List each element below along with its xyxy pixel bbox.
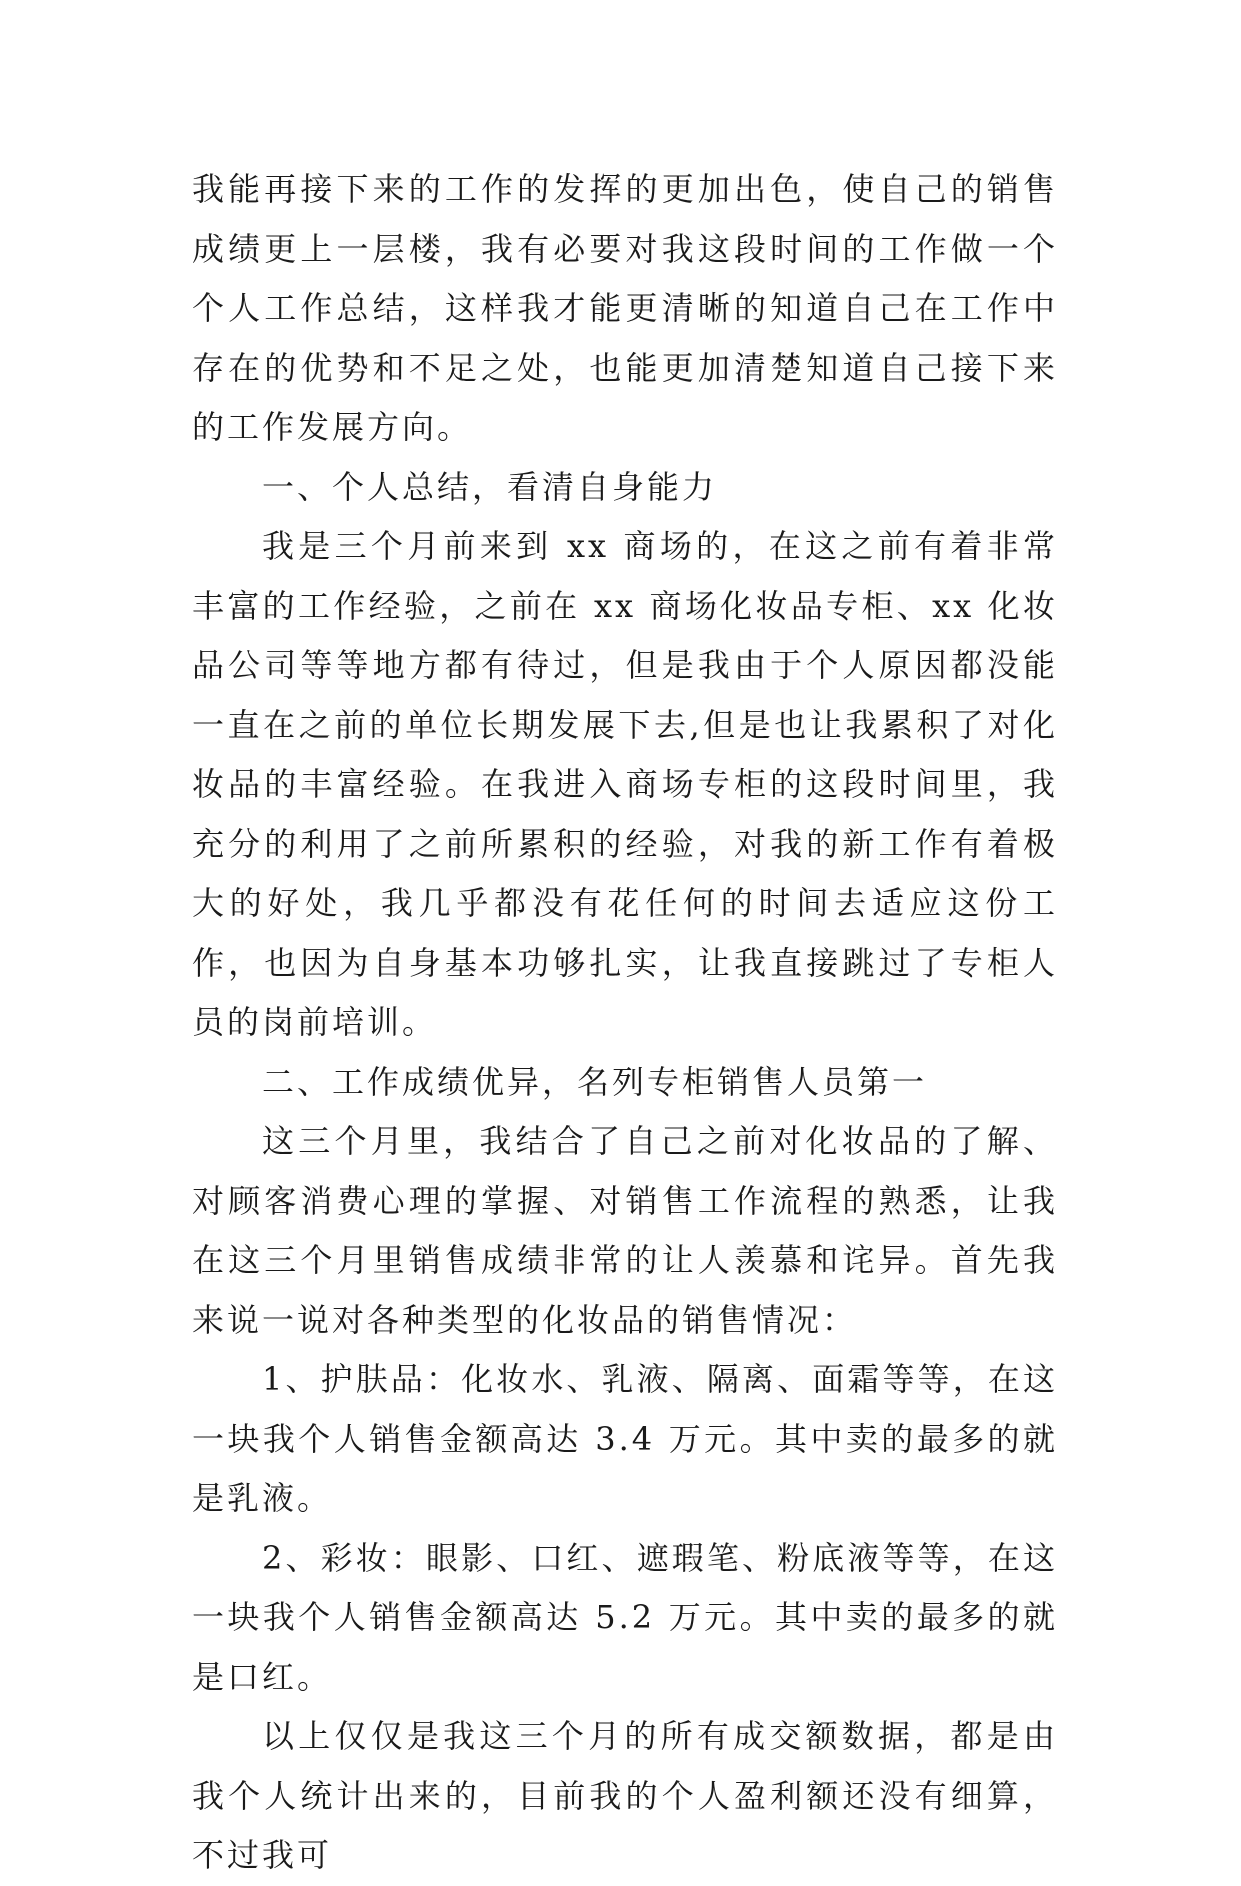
paragraph-makeup: 2、彩妆：眼影、口红、遮瑕笔、粉底液等等，在这一块我个人销售金额高达 5.2 万元。其中卖的最多的就是口红。	[192, 1538, 1058, 1696]
paragraph-skincare: 1、护肤品：化妆水、乳液、隔离、面霜等等，在这一块我个人销售金额高达 3.4 万元。其中卖的最多的就是乳液。	[192, 1360, 1058, 1517]
paragraph-intro: 我能再接下来的工作的发挥的更加出色，使自己的销售成绩更上一层楼，我有必要对我这段时间的工作做一个个人工作总结，这样我才能更清晰的知道自己在工作中存在的优势和不足之处，也能更加清楚知道自己接下来的工作发展方向。	[192, 170, 1058, 446]
section-heading-2: 二、工作成绩优异，名列专柜销售人员第一	[262, 1062, 928, 1101]
paragraph-experience: 我是三个月前来到 xx 商场的，在这之前有着非常丰富的工作经验，之前在 xx 商场化妆品专柜、xx 化妆品公司等等地方都有待过，但是我由于个人原因都没能一直在之前的单位长期发展下去,但是也让我累积了对化妆品的丰富经验。在我进入商场专柜的这段时间里，我充分的利用了之前所累积的经验，对我的新工作有着极大的好处，我几乎都没有花任何的时间去适应这份工作，也因为自身基本功够扎实，让我直接跳过了专柜人员的岗前培训。	[192, 527, 1058, 1041]
paragraph-sales-overview: 这三个月里，我结合了自己之前对化妆品的了解、对顾客消费心理的掌握、对销售工作流程的熟悉，让我在这三个月里销售成绩非常的让人羡慕和诧异。首先我来说一说对各种类型的化妆品的销售情况：	[192, 1122, 1058, 1339]
document-body	[192, 160, 1058, 1886]
section-heading-1: 一、个人总结，看清自身能力	[262, 467, 718, 506]
paragraph-summary: 以上仅仅是我这三个月的所有成交额数据，都是由我个人统计出来的，目前我的个人盈利额还没有细算，不过我可	[192, 1717, 1058, 1874]
